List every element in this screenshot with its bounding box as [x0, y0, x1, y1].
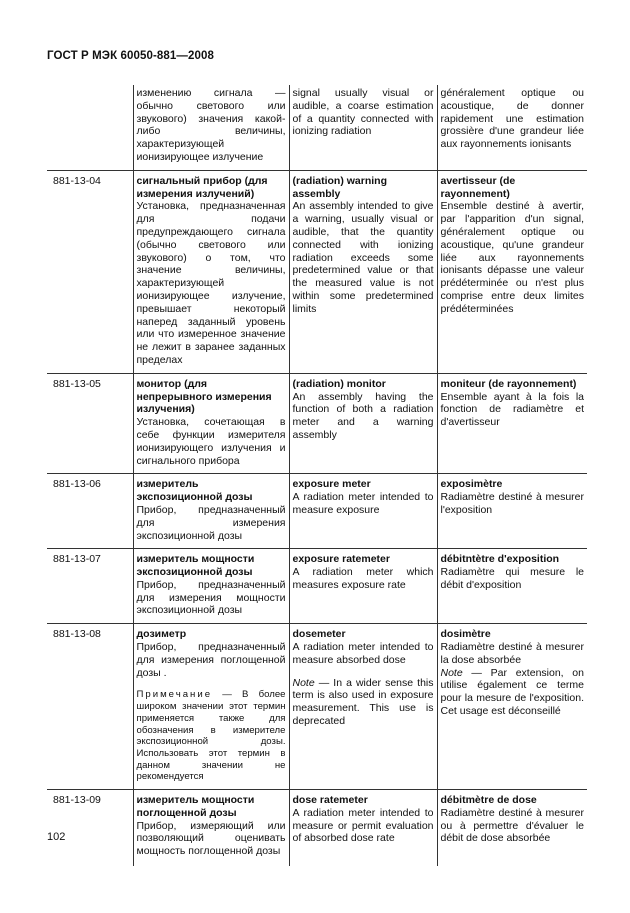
russian-cell: [133, 790, 289, 867]
english-definition: A radiation meter intended to measure or permit evaluation of absorbed dose rate: [292, 806, 434, 845]
french-term: dosimètre: [440, 628, 491, 641]
terminology-table: [47, 85, 587, 866]
russian-term: дозиметр: [136, 628, 187, 641]
term-number-cell: [47, 85, 133, 170]
russian-definition: Прибор, предназначенный для измерения экспозиционной дозы: [136, 503, 286, 542]
french-definition: Radiamètre destiné à mesurer la dose absorbée: [440, 641, 584, 666]
table-row-continued: [47, 85, 587, 170]
french-note: [441, 667, 585, 718]
french-cell: [437, 624, 587, 790]
french-term: exposimètre: [440, 478, 503, 491]
table-row: [47, 373, 587, 474]
term-number: 881-13-04: [47, 170, 133, 373]
english-note-label: Note: [292, 676, 315, 689]
french-note-text: — Par extension, on utilise également ce terme pour la mesure de l'exposition. Cet usage est déconseillé: [440, 666, 584, 718]
french-cell: [437, 170, 587, 373]
english-cell: [289, 170, 437, 373]
table-row: [47, 790, 587, 867]
english-term: dose ratemeter: [292, 794, 368, 807]
french-term: avertisseur (de rayonnement): [440, 174, 516, 200]
term-number: 881-13-08: [47, 624, 133, 790]
english-cell: [289, 474, 437, 549]
french-cell: [437, 474, 587, 549]
english-definition: An assembly intended to give a warning, usually visual or audible, that the quantity connected with ionizing radiation exceeds some predetermined value or that the measured value is not within some predetermined limits: [292, 200, 434, 315]
russian-cell: [133, 624, 289, 790]
french-note-label: Note: [440, 666, 463, 679]
french-definition: Ensemble ayant à la fois la fonction de radiamètre et d'avertisseur: [440, 390, 584, 429]
russian-definition: Прибор, предназначенный для измерения поглощенной дозы .: [136, 641, 286, 679]
english-definition: A radiation meter intended to measure exposure: [292, 491, 434, 516]
english-cell: [289, 624, 437, 790]
english-cell: signal usually visual or audible, a coarse estimation of a quantity connected with ionizing radiation: [289, 85, 437, 170]
french-cell: [437, 549, 587, 624]
document-header: ГОСТ Р МЭК 60050-881—2008: [47, 50, 214, 62]
french-definition: Radiamètre destiné à mesurer ou à permettre d'évaluer le débit de dose absorbée: [440, 806, 584, 845]
table-row: [47, 474, 587, 549]
term-number: 881-13-05: [47, 373, 133, 474]
french-term: débitmètre de dose: [440, 794, 537, 807]
english-definition: An assembly having the function of both a radiation meter and a warning assembly: [292, 390, 434, 441]
russian-term: монитор (для непрерывного измерения излучения): [136, 377, 272, 416]
term-number: 881-13-09: [47, 790, 133, 867]
english-note: [293, 677, 434, 728]
english-term: dosemeter: [292, 628, 346, 641]
russian-note-label: Примечание: [136, 689, 213, 701]
russian-note: [137, 689, 286, 783]
french-term: débitntètre d'exposition: [440, 553, 560, 566]
french-cell: généralement optique ou acoustique, de donner rapidement une estimation grossière d'une grandeur liée aux rayonnements ionisants: [437, 85, 587, 170]
english-term: (radiation) monitor: [292, 377, 386, 390]
english-cell: [289, 373, 437, 474]
french-definition: Radiamètre qui mesure le débit d'exposition: [440, 566, 584, 591]
russian-definition: Установка, сочетающая в себе функции измерителя ионизирующего излучения и сигнального прибора: [136, 416, 286, 467]
english-term: (radiation) warning assembly: [292, 174, 387, 200]
russian-definition: Установка, предназначенная для подачи предупреждающего сигнала (обычно светового или звукового) о том, что значение величины, характеризующей ионизирующее излучение, превышает некоторый наперед заданный уровень или что измеренное значение не лежит в заранее заданных пределах: [136, 200, 286, 366]
table-row: [47, 170, 587, 373]
table-row: [47, 549, 587, 624]
english-definition: A radiation meter intended to measure absorbed dose: [292, 641, 434, 666]
french-cell: [437, 373, 587, 474]
russian-cell: изменению сигнала — обычно светового или звукового) значения какой-либо величины, характеризующей ионизирующее излучение: [133, 85, 289, 170]
russian-term: сигнальный прибор (для измерения излучений): [136, 174, 268, 200]
french-definition: Ensemble destiné à avertir, par l'apparition d'un signal, généralement optique ou acoustique, qu'une grandeur liée aux rayonnements ionisants dépasse une valeur prédéterminée ou n'est plus comprise entre deux limites prédéterminées: [440, 200, 584, 315]
russian-cell: [133, 549, 289, 624]
french-definition: Radiamètre destiné à mesurer l'exposition: [440, 491, 584, 516]
russian-note-text: — В более широком значении этот термин применяется также для обозначения в измерителе экспозиционной дозы. Использовать этот термин в данном значении не рекомендуется: [136, 689, 286, 783]
english-cell: [289, 549, 437, 624]
english-term: exposure ratemeter: [292, 553, 390, 566]
russian-definition: Прибор, измеряющий или позволяющий оценивать мощность поглощенной дозы: [136, 819, 286, 858]
french-cell: [437, 790, 587, 867]
french-term: moniteur (de rayonnement): [440, 377, 577, 390]
russian-term: измеритель экспозиционной дозы: [136, 478, 253, 504]
english-note-text: — In a wider sense this term is also used in exposure measurement. This use is deprecated: [292, 676, 434, 728]
russian-cell: [133, 474, 289, 549]
term-number: 881-13-07: [47, 549, 133, 624]
term-number: 881-13-06: [47, 474, 133, 549]
english-cell: [289, 790, 437, 867]
russian-cell: [133, 170, 289, 373]
russian-definition: Прибор, предназначенный для измерения мощности экспозиционной дозы: [136, 578, 286, 617]
page-number: 102: [47, 831, 66, 843]
russian-term: измеритель мощности поглощенной дозы: [136, 794, 255, 819]
table-row: [47, 624, 587, 790]
russian-cell: [133, 373, 289, 474]
english-definition: A radiation meter which measures exposure rate: [292, 566, 434, 591]
russian-term: измеритель мощности экспозиционной дозы: [136, 553, 255, 579]
english-term: exposure meter: [292, 478, 371, 491]
